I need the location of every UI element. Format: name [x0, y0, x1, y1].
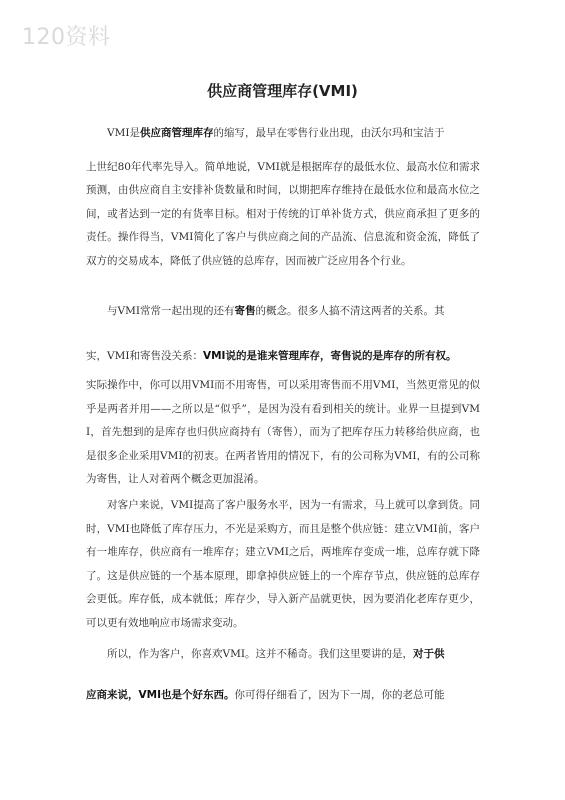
- watermark: 120资料: [22, 25, 111, 50]
- p2-text-a: 与VMI常常一起出现的还有: [107, 305, 235, 317]
- p2-text-b: 的概念。很多人搞不清这两者的关系。其: [255, 305, 445, 317]
- p5-body: 对客户来说，VMI提高了客户服务水平，因为一有需求，马上就可以拿到货。同时，VMI也降低了库存压力，不光是采购方，而且是整个供应链：建立VMI前，客户有一堆库存，供应商有一堆库存；建立VMI之后，两堆库存变成一堆，总库存就下降了。这是供应链的一个基本原理，即拿掉供应链上的一个库存节点，供应链的总库存会更低。库存低，成本就低；库存少，导入新产品就更快，因为要消化老库存更少，可以更有效地响应市场需求变动。: [86, 499, 480, 629]
- p3-bold: VMI说的是谁来管理库存，寄售说的是库存的所有权。: [202, 350, 457, 362]
- document-title: 供应商管理库存(VMI): [207, 82, 358, 100]
- p3-text-a: 实，VMI和寄售没关系：: [86, 350, 203, 362]
- paragraph-3: [86, 345, 480, 369]
- p1-bold: 供应商管理库存: [139, 127, 214, 139]
- p1-body: 上世纪80年代率先导入。简单地说，VMI就是根据库存的最低水位、最高水位和需求预测，由供应商自主安排补货数量和时间，以期把库存维持在最低水位和最高水位之间，或者达到一定的有货率目标。相对于传统的订单补货方式，供应商承担了更多的责任。操作得当，VMI简化了客户与供应商之间的产品流、信息流和资金流，降低了双方的交易成本，降低了供应链的总库存，因而被广泛应用各个行业。: [86, 160, 480, 267]
- p7-bold: 应商来说，VMI也是个好东西。: [86, 689, 235, 701]
- p2-bold: 寄售: [234, 305, 256, 317]
- paragraph-4: [86, 374, 480, 492]
- p6-text-a: 所以，作为客户，你喜欢VMI。这并不稀奇。我们这里要讲的是，: [107, 648, 413, 660]
- paragraph-6: [86, 643, 480, 667]
- p1-text-b: 的缩写，最早在零售行业出现，由沃尔玛和宝洁于: [213, 127, 445, 139]
- paragraph-1: [86, 122, 480, 273]
- paragraph-2: [86, 300, 480, 324]
- p1-text-a: VMI是: [107, 127, 140, 139]
- paragraph-5: [86, 494, 480, 635]
- paragraph-7: [86, 684, 480, 708]
- p6-bold: 对于供: [412, 648, 445, 660]
- p7-text: 你可得仔细看了，因为下一周，你的老总可能: [234, 689, 445, 701]
- p4-body: 实际操作中，你可以用VMI而不用寄售，可以采用寄售而不用VMI，当然更常见的似乎是两者并用——之所以是“似乎”，是因为没有看到相关的统计。业界一旦提到VMI，首先想到的是库存也归供应商持有（寄售），而为了把库存压力转移给供应商，也是很多企业采用VMI的初衷。在两者皆用的情况下，有的公司称为VMI，有的公司称为寄售，让人对着两个概念更加混淆。: [86, 379, 480, 485]
